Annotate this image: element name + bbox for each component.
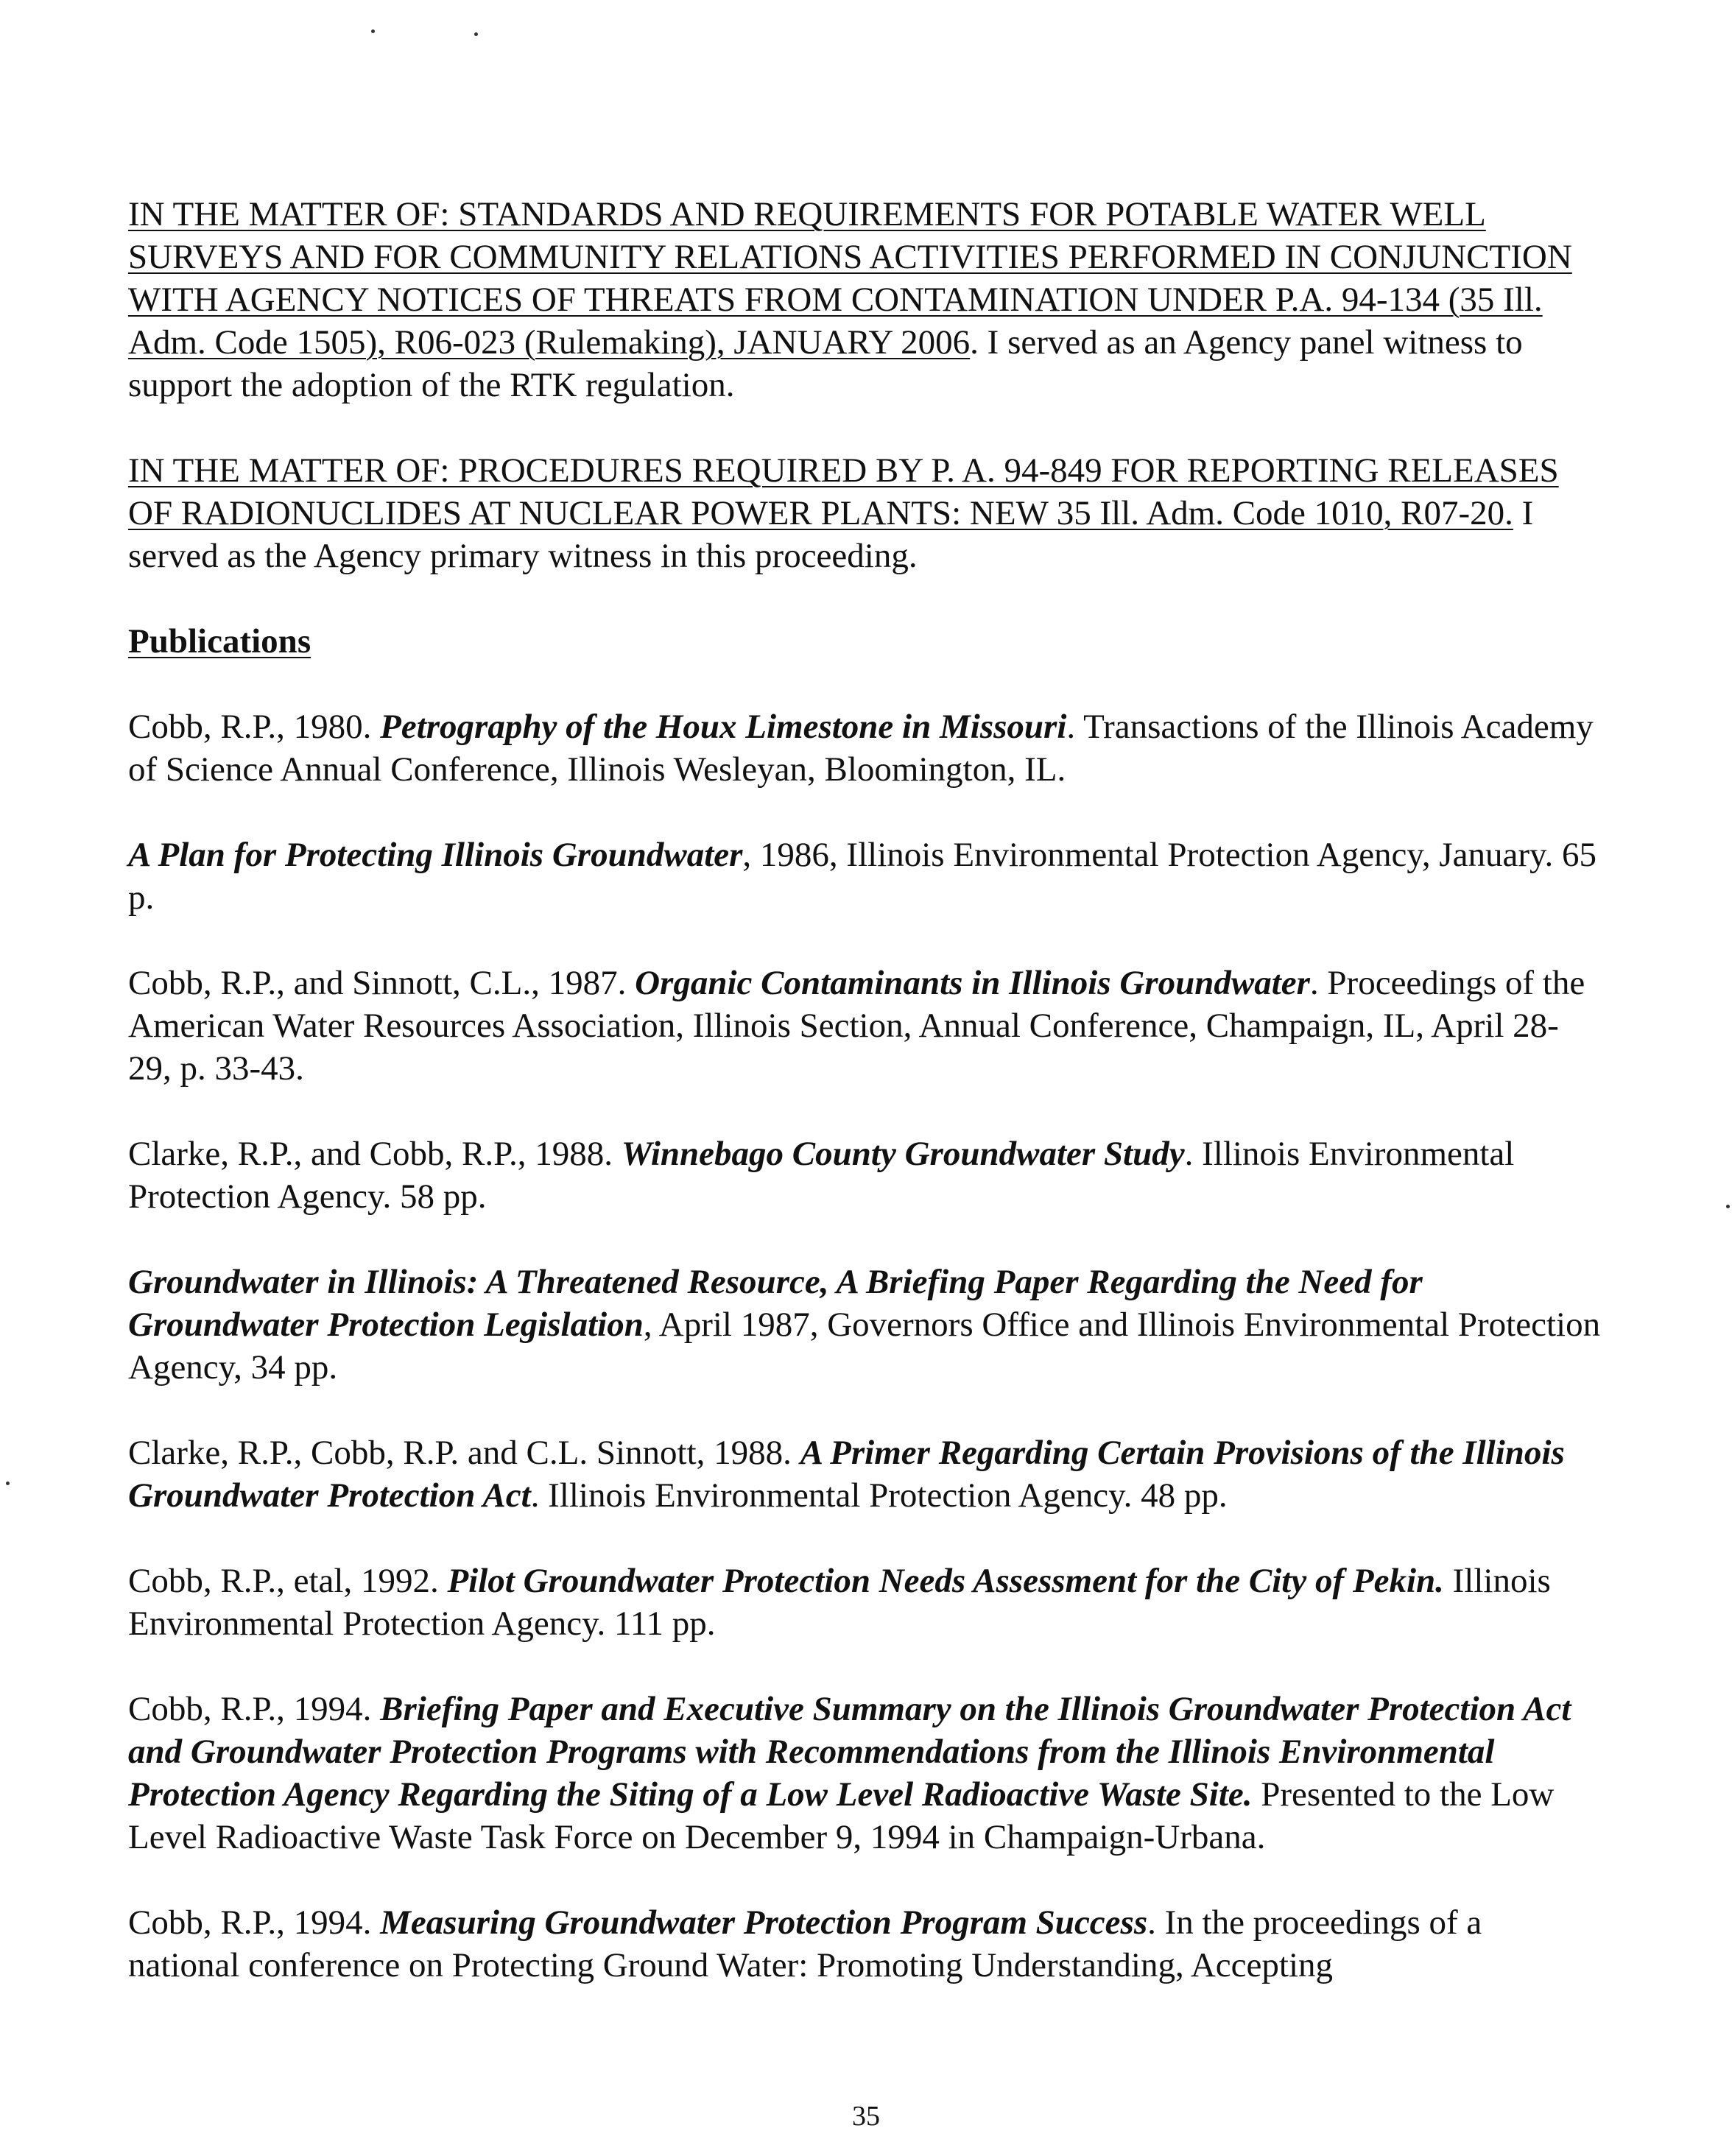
publication-title: Pilot Groundwater Protection Needs Assessment for the City of Pekin. xyxy=(447,1562,1444,1600)
publication-title: Measuring Groundwater Protection Program Success xyxy=(380,1903,1148,1942)
publication-title: A Primer Regarding Certain Provisions of the Illinois Groundwater Protection Act xyxy=(128,1434,1565,1515)
publication-details: . Proceedings of the American Water Resources Association, Illinois Section, Annual Conference, Champaign, IL, April 28-29, p. 33-43. xyxy=(128,964,1585,1088)
publication-title: Petrography of the Houx Limestone in Missouri xyxy=(380,708,1067,746)
scan-speck xyxy=(6,1482,10,1485)
matter-text: . I served as an Agency panel witness to support the adoption of the RTK regulation. xyxy=(128,323,1523,404)
publication-entry xyxy=(128,705,1601,791)
page-number: 35 xyxy=(852,2101,880,2132)
publication-authors: Cobb, R.P., etal, 1992. xyxy=(128,1562,448,1600)
scan-speck xyxy=(474,32,478,36)
publication-details: , 1986, Illinois Environmental Protection Agency, January. 65 p. xyxy=(128,836,1597,917)
scan-speck xyxy=(1726,1205,1730,1208)
matter-title: IN THE MATTER OF: STANDARDS AND REQUIREMENTS FOR POTABLE WATER WELL SURVEYS AND FOR COMMUNITY RELATIONS ACTIVITIES PERFORMED IN CONJUNCTION WITH AGENCY NOTICES OF THREATS FROM CONTAMINATION UNDER P.A. 94-134 (35 Ill. Adm. Code 1505), R06-023 (Rulemaking), JANUARY 2006 xyxy=(128,195,1572,362)
matter-title: IN THE MATTER OF: PROCEDURES REQUIRED BY P. A. 94-849 FOR REPORTING RELEASES OF RADIONUCLIDES AT NUCLEAR POWER PLANTS: NEW 35 Ill. Adm. Code 1010, R07-20. xyxy=(128,451,1559,532)
publication-authors: Clarke, R.P., Cobb, R.P. and C.L. Sinnott, 1988. xyxy=(128,1434,800,1472)
publication-entry xyxy=(128,1688,1601,1859)
matter-entry xyxy=(128,449,1601,577)
publication-details: , April 1987, Governors Office and Illinois Environmental Protection Agency, 34 pp. xyxy=(128,1306,1601,1387)
publication-entry xyxy=(128,962,1601,1090)
publication-title: Winnebago County Groundwater Study xyxy=(621,1135,1185,1173)
publication-authors: Cobb, R.P., 1994. xyxy=(128,1690,381,1728)
publication-entry xyxy=(128,1261,1601,1389)
matter-entry xyxy=(128,193,1601,406)
publication-entry xyxy=(128,1560,1601,1645)
publication-title: Groundwater in Illinois: A Threatened Resource, A Briefing Paper Regarding the Need for Groundwater Protection Legislation xyxy=(128,1263,1423,1344)
publication-details: . In the proceedings of a national conference on Protecting Ground Water: Promoting Understanding, Accepting xyxy=(128,1903,1482,1984)
publication-authors: Cobb, R.P., and Sinnott, C.L., 1987. xyxy=(128,964,636,1002)
publication-entry xyxy=(128,1901,1601,1987)
publication-details: . Transactions of the Illinois Academy of Science Annual Conference, Illinois Wesleyan, Bloomington, IL. xyxy=(128,708,1594,789)
publication-entry xyxy=(128,1132,1601,1218)
publication-title: A Plan for Protecting Illinois Groundwater xyxy=(128,836,743,874)
publication-entry xyxy=(128,1431,1601,1517)
scan-speck xyxy=(371,29,375,33)
publication-entry xyxy=(128,834,1601,919)
publication-title: Briefing Paper and Executive Summary on the Illinois Groundwater Protection Act and Groundwater Protection Programs with Recommendations from the Illinois Environmental Protection Agency Regarding the Siting of a Low Level Radioactive Waste Site. xyxy=(128,1690,1571,1814)
publication-details: . Illinois Environmental Protection Agency. 48 pp. xyxy=(530,1476,1228,1515)
publications-heading: Publications xyxy=(128,622,311,660)
matter-text: I served as the Agency primary witness in this proceeding. xyxy=(128,494,1534,575)
publication-authors: Clarke, R.P., and Cobb, R.P., 1988. xyxy=(128,1135,622,1173)
publication-authors: Cobb, R.P., 1994. xyxy=(128,1903,381,1942)
publication-details: Presented to the Low Level Radioactive Waste Task Force on December 9, 1994 in Champaign-Urbana. xyxy=(128,1775,1555,1856)
document-page xyxy=(128,193,1601,2029)
publication-authors: Cobb, R.P., 1980. xyxy=(128,708,381,746)
publication-details: . Illinois Environmental Protection Agency. 58 pp. xyxy=(128,1135,1515,1216)
publication-details: Illinois Environmental Protection Agency. 111 pp. xyxy=(128,1562,1551,1643)
publication-title: Organic Contaminants in Illinois Groundwater xyxy=(635,964,1310,1002)
